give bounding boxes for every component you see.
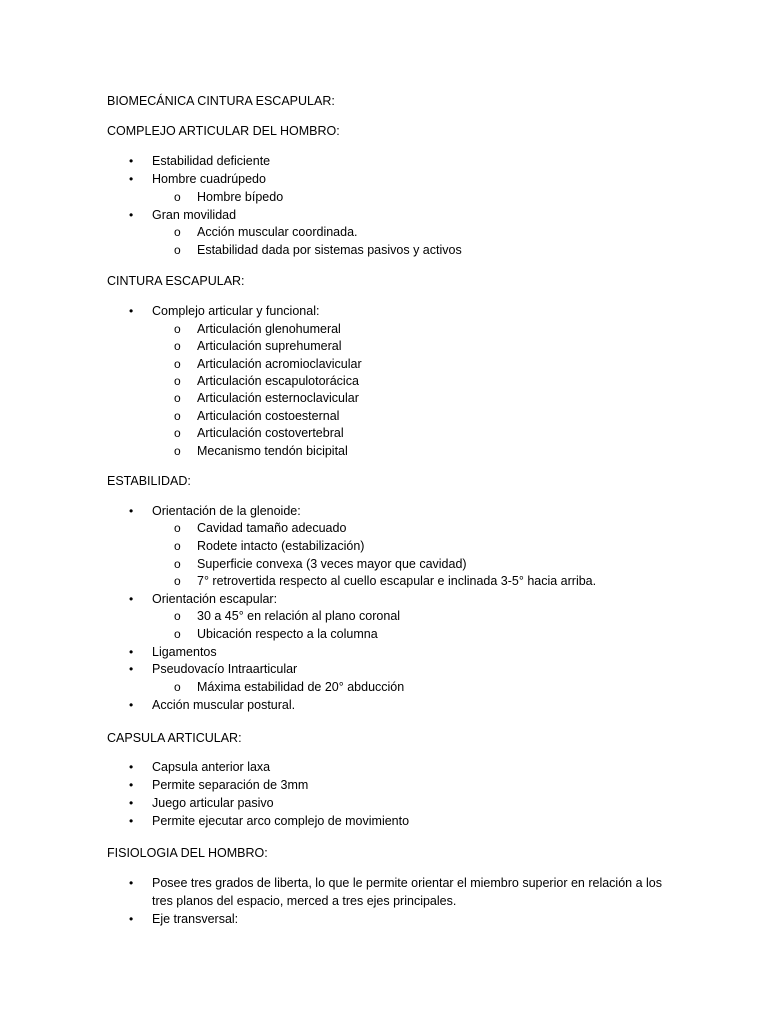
bullet-circle-icon: o [174, 680, 181, 694]
bullet-circle-icon: o [174, 574, 181, 588]
sub-list-item: Ubicación respecto a la columna [197, 627, 378, 641]
bullet-dot-icon: • [129, 814, 134, 828]
list-item: Complejo articular y funcional: [152, 304, 320, 318]
document-title: BIOMECÁNICA CINTURA ESCAPULAR: [107, 94, 335, 108]
list-item: Posee tres grados de liberta, lo que le permite orientar el miembro superior en relación a los tres planos del espacio, merced a tres ejes principales. [152, 876, 662, 908]
list-item: Orientación escapular: [152, 592, 278, 606]
section-heading: ESTABILIDAD: [107, 474, 191, 488]
list-item: Juego articular pasivo [152, 796, 274, 810]
sub-list-item: Articulación costoesternal [197, 409, 340, 423]
section-heading: CINTURA ESCAPULAR: [107, 274, 245, 288]
bullet-circle-icon: o [174, 190, 181, 204]
list-item: Estabilidad deficiente [152, 154, 271, 168]
list-item: Capsula anterior laxa [152, 760, 271, 774]
sub-list-item: Articulación acromioclavicular [197, 357, 362, 371]
bullet-dot-icon: • [129, 796, 134, 810]
sub-list-item: 7° retrovertida respecto al cuello escapular e inclinada 3-5° hacia arriba. [197, 574, 597, 588]
section-heading: CAPSULA ARTICULAR: [107, 731, 242, 745]
bullet-dot-icon: • [129, 662, 134, 676]
bullet-circle-icon: o [174, 322, 181, 336]
bullet-circle-icon: o [174, 243, 181, 257]
sub-list-item: Estabilidad dada por sistemas pasivos y activos [197, 243, 462, 257]
sub-list-item: Cavidad tamaño adecuado [197, 521, 347, 535]
bullet-circle-icon: o [174, 539, 181, 553]
bullet-dot-icon: • [129, 592, 134, 606]
list-item: Hombre cuadrúpedo [152, 172, 266, 186]
sub-list-item: Rodete intacto (estabilización) [197, 539, 365, 553]
sub-list-item: Hombre bípedo [197, 190, 284, 204]
bullet-dot-icon: • [129, 912, 134, 926]
list-item: Eje transversal: [152, 912, 239, 926]
list-item: Pseudovacío Intraarticular [152, 662, 298, 676]
sub-list-item: Articulación escapulotorácica [197, 374, 359, 388]
list-item: Acción muscular postural. [152, 698, 296, 712]
sub-list-item: Mecanismo tendón bicipital [197, 444, 348, 458]
bullet-dot-icon: • [129, 172, 134, 186]
sub-list-item: 30 a 45° en relación al plano coronal [197, 609, 401, 623]
bullet-circle-icon: o [174, 444, 181, 458]
sub-list-item: Máxima estabilidad de 20° abducción [197, 680, 405, 694]
bullet-dot-icon: • [129, 504, 134, 518]
sub-list-item: Articulación suprehumeral [197, 339, 342, 353]
bullet-dot-icon: • [129, 154, 134, 168]
bullet-circle-icon: o [174, 557, 181, 571]
bullet-circle-icon: o [174, 391, 181, 405]
list-item: Orientación de la glenoide: [152, 504, 301, 518]
sub-list-item: Articulación glenohumeral [197, 322, 341, 336]
bullet-dot-icon: • [129, 645, 134, 659]
list-item: Ligamentos [152, 645, 217, 659]
sub-list-item: Articulación esternoclavicular [197, 391, 359, 405]
list-item: Gran movilidad [152, 208, 237, 222]
bullet-circle-icon: o [174, 426, 181, 440]
bullet-dot-icon: • [129, 760, 134, 774]
bullet-circle-icon: o [174, 374, 181, 388]
bullet-circle-icon: o [174, 609, 181, 623]
bullet-circle-icon: o [174, 225, 181, 239]
bullet-circle-icon: o [174, 409, 181, 423]
list-item: Permite ejecutar arco complejo de movimiento [152, 814, 410, 828]
bullet-circle-icon: o [174, 627, 181, 641]
bullet-circle-icon: o [174, 357, 181, 371]
list-item: Permite separación de 3mm [152, 778, 309, 792]
bullet-circle-icon: o [174, 339, 181, 353]
sub-list-item: Articulación costovertebral [197, 426, 344, 440]
bullet-dot-icon: • [129, 208, 134, 222]
bullet-dot-icon: • [129, 698, 134, 712]
sub-list-item: Superficie convexa (3 veces mayor que cavidad) [197, 557, 467, 571]
bullet-dot-icon: • [129, 778, 134, 792]
section-heading: COMPLEJO ARTICULAR DEL HOMBRO: [107, 124, 340, 138]
bullet-dot-icon: • [129, 876, 134, 890]
bullet-circle-icon: o [174, 521, 181, 535]
section-heading: FISIOLOGIA DEL HOMBRO: [107, 846, 268, 860]
sub-list-item: Acción muscular coordinada. [197, 225, 358, 239]
bullet-dot-icon: • [129, 304, 134, 318]
